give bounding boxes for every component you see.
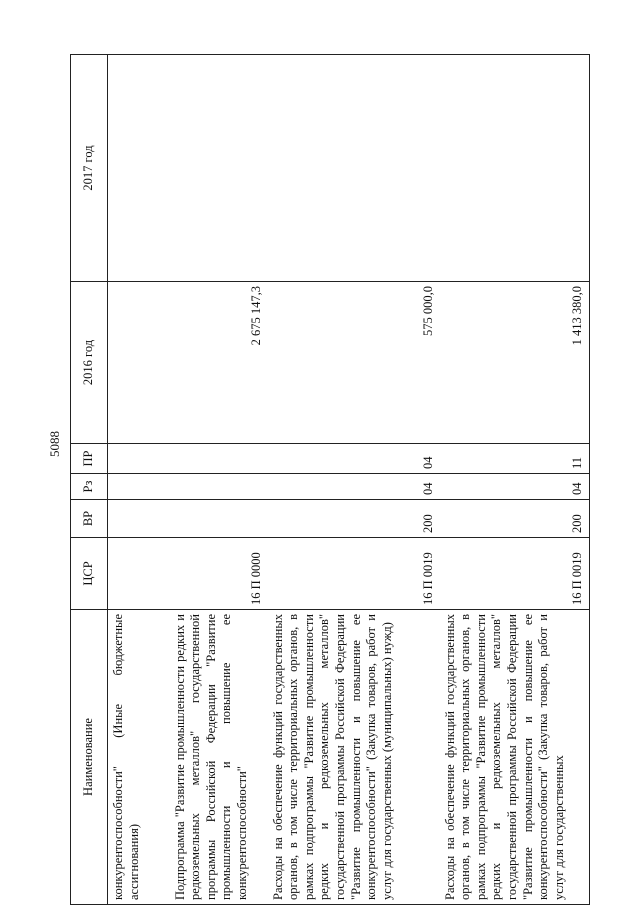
row-2016: 575 000,0 (268, 282, 440, 444)
row-name: Расходы на обеспечение функций государственных органов, в том числе территориальных органов, в рамках подпрограммы "Развитие промышленности редких и редкоземельных металлов" государственной программы Российской Федерации "Развитие промышленности и повышение ее конкурентоспособности" (Закупка товаров, работ и услуг для государственных (440, 610, 590, 905)
row-vr: 200 (268, 500, 440, 538)
row-pr (108, 444, 170, 474)
row-pr (170, 444, 268, 474)
table-row (268, 55, 440, 905)
row-pr: 11 (440, 444, 590, 474)
row-vr: 200 (440, 500, 590, 538)
row-2017 (170, 55, 268, 282)
header-name: Наименование (71, 610, 108, 905)
row-pr: 04 (268, 444, 440, 474)
row-2017 (268, 55, 440, 282)
row-2017 (108, 55, 170, 282)
row-csr: 16 П 0019 (268, 538, 440, 610)
row-csr: 16 П 0000 (170, 538, 268, 610)
row-csr (108, 538, 170, 610)
header-rz: Рз (71, 474, 108, 500)
header-2017: 2017 год (71, 55, 108, 282)
header-2016: 2016 год (71, 282, 108, 444)
row-csr: 16 П 0019 (440, 538, 590, 610)
row-vr (108, 500, 170, 538)
rotated-table-wrapper (70, 55, 585, 905)
table-row (170, 55, 268, 905)
header-pr: ПР (71, 444, 108, 474)
row-2016: 2 675 147,3 (170, 282, 268, 444)
table-header-row (71, 55, 108, 905)
row-name: Расходы на обеспечение функций государственных органов, в том числе территориальных органов, в рамках подпрограммы "Развитие промышленности редких и редкоземельных металлов" государственной программы Российской Федерации "Развитие промышленности и повышение ее конкурентоспособности" (Закупка товаров, работ и услуг для государственных (муниципальных) нужд) (268, 610, 440, 905)
row-2017 (440, 55, 590, 282)
row-2016 (108, 282, 170, 444)
page-number: 5088 (47, 431, 62, 457)
header-csr: ЦСР (71, 538, 108, 610)
table-row (108, 55, 170, 905)
row-vr (170, 500, 268, 538)
row-rz: 04 (268, 474, 440, 500)
row-name: Подпрограмма "Развитие промышленности редких и редкоземельных металлов" государственной программы Российской Федерации "Развитие промышленности и повышение ее конкурентоспособности" (170, 610, 268, 905)
table-row (440, 55, 590, 905)
budget-table (70, 54, 590, 905)
row-2016: 1 413 380,0 (440, 282, 590, 444)
row-rz (108, 474, 170, 500)
row-rz: 04 (440, 474, 590, 500)
row-rz (170, 474, 268, 500)
row-name: конкурентоспособности" (Иные бюджетные ассигнования) (108, 610, 170, 905)
header-vr: ВР (71, 500, 108, 538)
